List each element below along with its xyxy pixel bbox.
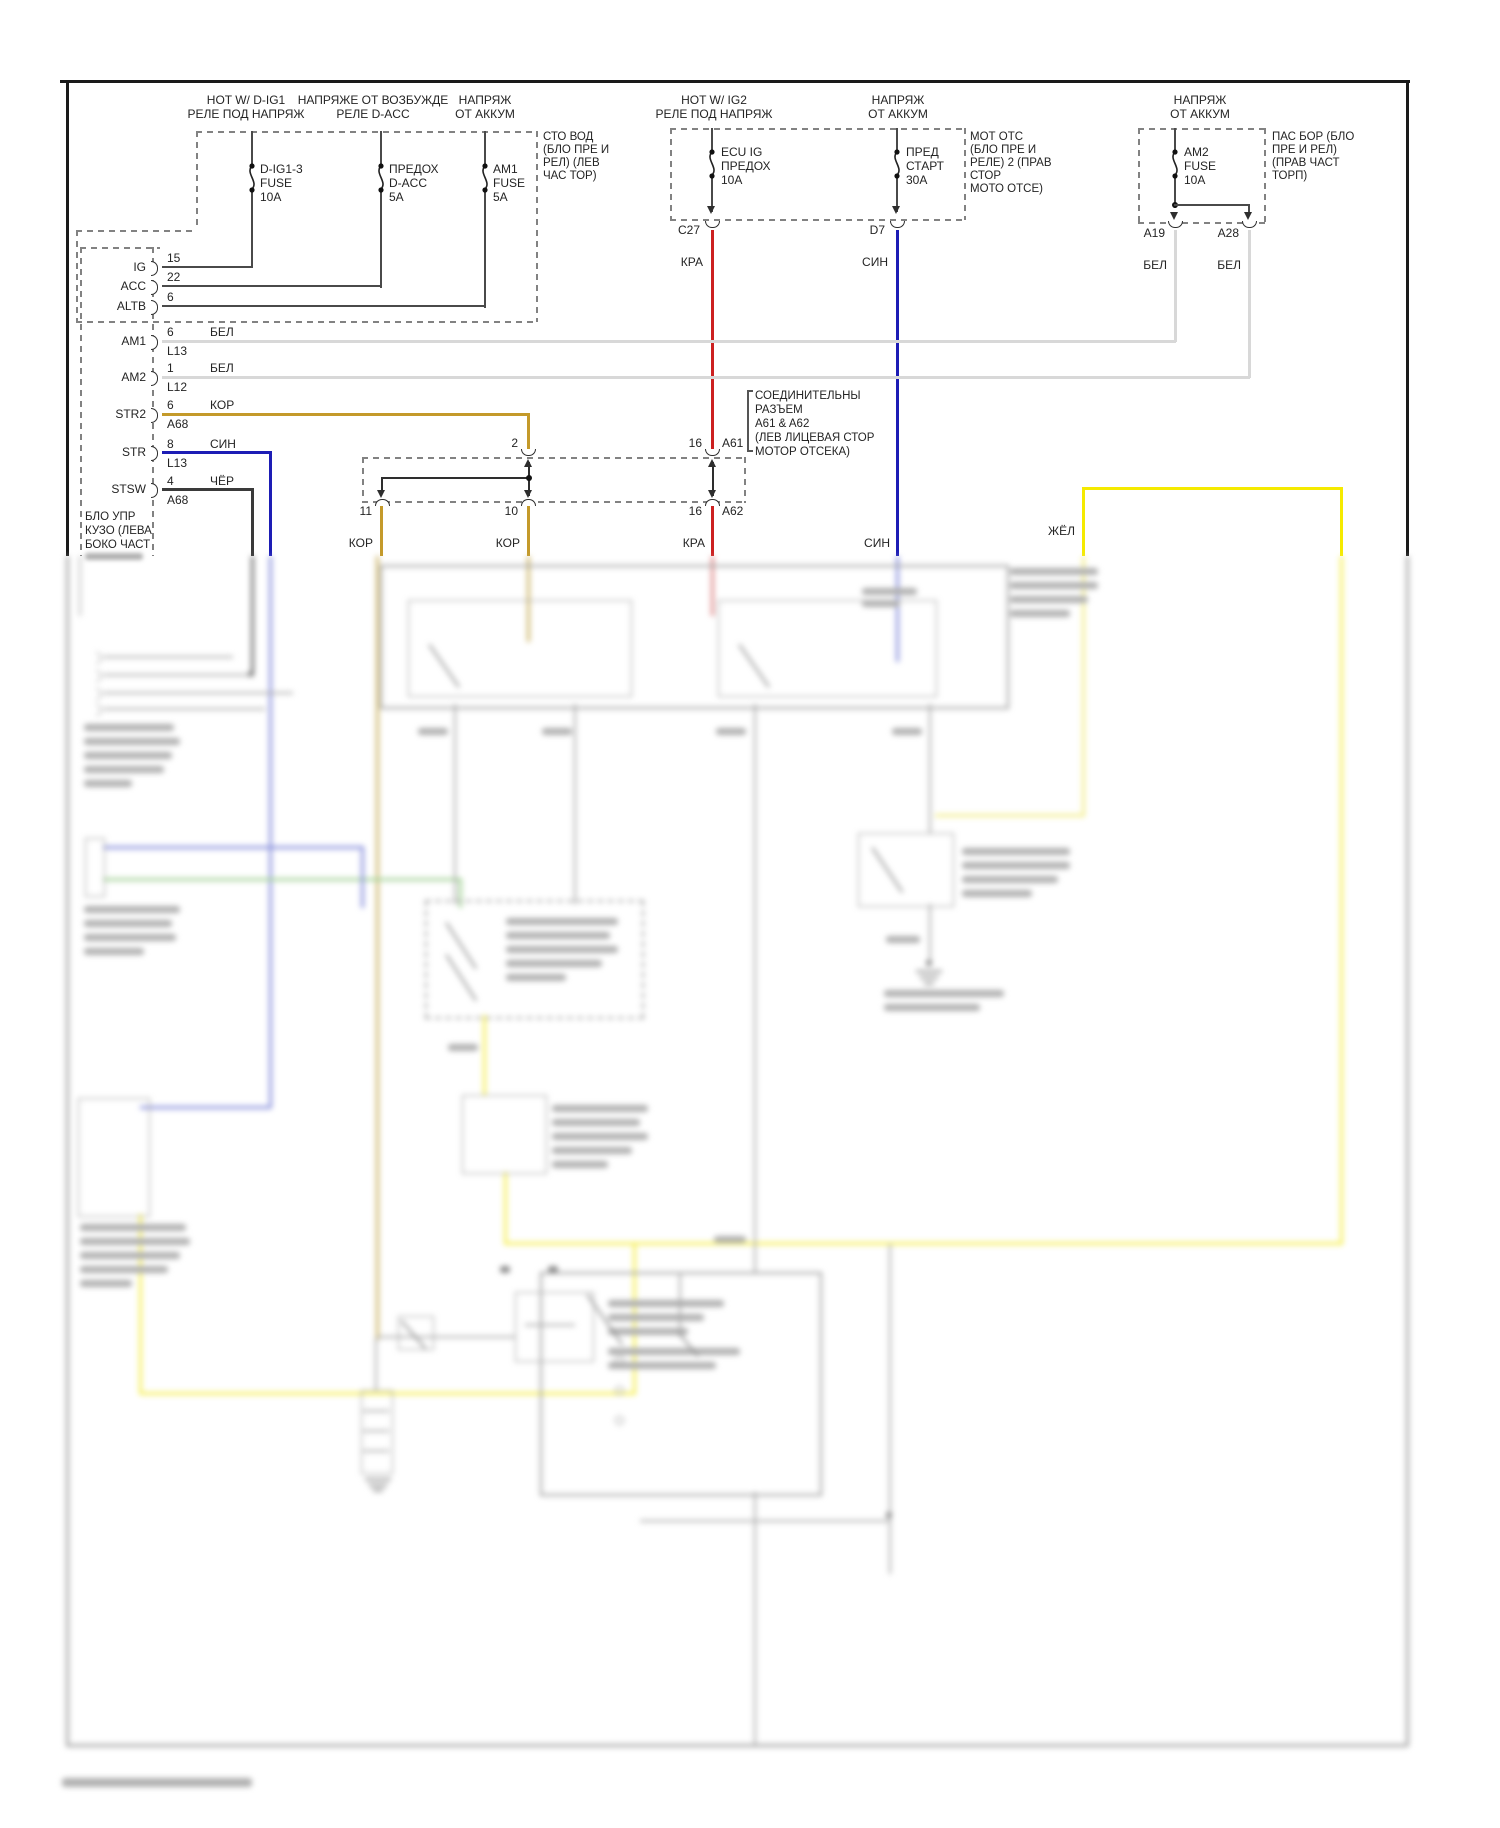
arrow-down (892, 206, 900, 214)
blurred-dot (926, 960, 932, 966)
pin-arc (151, 280, 158, 295)
frame-top (60, 80, 1410, 83)
wire-color-label: БЕЛ (210, 325, 234, 339)
wire-color-label: СИН (862, 255, 888, 269)
blurred-wire-yellow (935, 814, 1085, 817)
blurred-box (408, 600, 632, 697)
blurred-box (361, 1390, 393, 1474)
blurred-text (84, 920, 172, 927)
pin-arc (151, 446, 158, 461)
junction-pin-arc (375, 499, 390, 506)
pin-number: 1 (167, 361, 174, 375)
blurred-text (862, 600, 900, 607)
arrow-down (524, 490, 532, 498)
fusebox-right-outline (1138, 128, 1265, 130)
pin-name: STSW (111, 482, 146, 496)
blurred-wire (103, 692, 293, 694)
wire-color-label: ЖЁЛ (1048, 524, 1075, 538)
wire-color-label: КРА (682, 536, 705, 550)
right-location-label: ТОРП) (1272, 170, 1308, 182)
fusebox-left-outline (536, 131, 538, 322)
blurred-wire (103, 708, 265, 710)
mid-fuse1-header: HOT W/ IG2 (681, 93, 747, 107)
junction-label: МОТОР ОТСЕКА) (755, 446, 850, 458)
ecu-location-label: КУЗО (ЛЕВА (85, 525, 152, 537)
blurred-text (1010, 610, 1070, 617)
blurred-text (80, 1266, 168, 1273)
wire-am1-bel (162, 340, 1176, 343)
junction-pin-id: A62 (722, 504, 744, 518)
blurred-text (962, 848, 1070, 855)
blurred-text (84, 766, 164, 773)
pin-connector: L13 (167, 344, 188, 358)
blurred-ground (369, 1484, 387, 1487)
pin-connector: A68 (167, 493, 189, 507)
fuse2-wire (380, 131, 382, 288)
junction-pin-number: 16 (688, 504, 702, 518)
fuse5-label: 30A (906, 173, 928, 187)
left-fuse1-header: РЕЛЕ ПОД НАПРЯЖ (187, 107, 305, 121)
blurred-text (506, 974, 566, 981)
pin-name: STR (122, 445, 146, 459)
fuse-symbol (889, 146, 905, 182)
mid-fuse2-header: ОТ АККУМ (868, 107, 928, 121)
wire-kor-gold (380, 506, 383, 556)
pin-connector: L13 (167, 456, 188, 470)
ecu-box-outline (80, 247, 82, 556)
left-location-label: ЧАС ТОР) (543, 170, 597, 182)
fuse-symbol (244, 160, 260, 196)
fuse2-label: ПРЕДОХ (389, 162, 439, 176)
arrow-down (707, 206, 715, 214)
fusebox-mid-outline (670, 128, 965, 130)
wire-color-label: БЕЛ (1217, 258, 1241, 272)
fuse1-label: FUSE (260, 176, 293, 190)
fuse6-label: 10A (1184, 173, 1206, 187)
junction-pin-arc (705, 499, 720, 506)
connector-pin-A19 (1168, 221, 1183, 228)
fuse3-label: FUSE (493, 176, 526, 190)
blurred-text (962, 862, 1070, 869)
blurred-wire (454, 704, 456, 904)
fuse-symbol (477, 160, 493, 196)
blurred-frame (66, 556, 69, 1746)
pin-number: 22 (167, 270, 181, 284)
junction-pin-arc (521, 499, 536, 506)
blurred-pin-arc (96, 652, 101, 664)
blurred-circle (615, 1416, 624, 1425)
blurred-box (858, 833, 954, 907)
mid-fuse1-header: РЕЛЕ ПОД НАПРЯЖ (655, 107, 773, 121)
blurred-wire (889, 1244, 891, 1574)
frame-right (1406, 80, 1409, 556)
pin-label-A19: A19 (1143, 226, 1165, 240)
blurred-text (1010, 596, 1088, 603)
blurred-text (506, 932, 610, 939)
blurred-box (85, 838, 105, 897)
blurred-pin-arc (96, 670, 101, 682)
fusebox-right-outline (1264, 128, 1266, 223)
blurred-text (80, 1224, 186, 1231)
blurred-frame (66, 1744, 1408, 1747)
right-location-label: ПАС БОР (БЛО (1272, 131, 1355, 143)
blurred-connector (500, 1266, 510, 1273)
fuse6-label: FUSE (1184, 159, 1217, 173)
blurred-text (62, 1778, 252, 1787)
blurred-ground (373, 1489, 383, 1492)
junction-label: СОЕДИНИТЕЛЬНЫ (755, 390, 861, 402)
blurred-wire-blue (361, 846, 364, 908)
blurred-wire (103, 674, 253, 676)
wire-color-label: БЕЛ (1143, 258, 1167, 272)
junction-box-outline (362, 457, 745, 459)
wire-bel-white (1248, 230, 1251, 378)
pin-name: ALTB (116, 299, 146, 313)
ecu-box-outline (80, 247, 160, 249)
blurred-wire (679, 1272, 681, 1332)
blurred-wire-yellow (1082, 556, 1085, 816)
blurred-wire (79, 556, 81, 616)
blurred-circle (615, 1356, 624, 1365)
mid-fuse2-header: НАПРЯЖ (871, 93, 925, 107)
right-fuse-header: НАПРЯЖ (1173, 93, 1227, 107)
junction-pin-number: 16 (688, 436, 702, 450)
fuse2-label: 5A (389, 190, 404, 204)
mid-location-label: МОТ ОТС (970, 131, 1024, 143)
blurred-wire (363, 1410, 389, 1412)
mid-location-label: СТОР (970, 170, 1002, 182)
blurred-box (462, 1095, 547, 1174)
bl blurred-pin-arc (96, 704, 101, 716)
blurred-wire (363, 1450, 389, 1452)
blurred-text (84, 724, 174, 731)
fusebox-left-outline (196, 131, 198, 230)
connector-pin-D7 (890, 221, 905, 228)
junction-box-outline (744, 457, 746, 503)
blurred-pin-arc (96, 688, 101, 700)
left-location-label: СТО ВОД (543, 131, 594, 143)
pin-number: 8 (167, 437, 174, 451)
fusebox-left-outline (76, 230, 78, 322)
blurred-text (862, 588, 917, 595)
wire-acc (162, 285, 381, 287)
wire-color-label: КОР (348, 536, 373, 550)
wire-color-label: СИН (210, 437, 236, 451)
pin-label-C27: C27 (677, 223, 700, 237)
blurred-text (448, 1044, 478, 1051)
junction-pin-number: 10 (504, 504, 518, 518)
left-fuse2-header: РЕЛЕ D-ACC (336, 107, 410, 121)
junction-label: РАЗЪЕМ (755, 404, 803, 416)
wire-stsw-cher (251, 488, 254, 556)
blurred-text (80, 1238, 190, 1245)
right-fuse-header: ОТ АККУМ (1170, 107, 1230, 121)
blurred-wire-blue (140, 1106, 271, 1109)
blurred-text (884, 990, 1004, 997)
blurred-wire-black (251, 556, 254, 676)
junction-branch (381, 477, 383, 491)
mid-location-label: РЕЛЕ) 2 (ПРАВ (970, 157, 1052, 169)
pin-arc (151, 408, 158, 423)
wire-zhel-yellow (1082, 487, 1343, 490)
pin-connector: A68 (167, 417, 189, 431)
junction-pin-number: 11 (359, 504, 372, 518)
pin-number: 15 (167, 251, 181, 265)
pin-number: 6 (167, 290, 174, 304)
blurred-text (506, 960, 602, 967)
fuse4-label: ПРЕДОХ (721, 159, 771, 173)
junction-dot (526, 475, 532, 481)
blurred-text (80, 1252, 180, 1259)
blurred-text (552, 1147, 632, 1154)
pin-number: 6 (167, 398, 174, 412)
blurred-wire (754, 1492, 756, 1746)
junction-pin-number: 2 (511, 436, 518, 450)
fuse2-label: D-ACC (389, 176, 427, 190)
junction-pin-id: A61 (722, 436, 744, 450)
wire-color-label: КОР (210, 398, 235, 412)
blurred-text (552, 1105, 648, 1112)
fuse4-label: ECU IG (721, 145, 763, 159)
blurred-wire-yellow (1340, 556, 1343, 1244)
blurred-box (78, 1098, 150, 1217)
blurred-text (84, 948, 144, 955)
blurred-ground (924, 982, 934, 985)
fusebox-mid-outline (670, 128, 672, 220)
blurred-text (84, 934, 176, 941)
blurred-text (552, 1119, 640, 1126)
blurred-wire-blue (269, 556, 272, 1108)
blurred-ground (916, 970, 942, 973)
blurred-wire-blue (103, 846, 363, 849)
pin-arc (151, 483, 158, 498)
blurred-text (84, 780, 132, 787)
junction-box-outline (362, 457, 364, 503)
right-location-label: ПРЕ И РЕЛ) (1272, 144, 1337, 156)
fuse-symbol (704, 146, 720, 182)
blurred-wire-yellow (504, 1172, 507, 1244)
junction-label: A61 & A62 (755, 418, 810, 430)
blurred-text (84, 752, 172, 759)
left-location-label: РЕЛ) (ЛЕВ (543, 157, 600, 169)
junction-pin-arc (521, 449, 536, 456)
arrow-down (1170, 212, 1178, 220)
fuse5-label: СТАРТ (906, 159, 944, 173)
blurred-wire (363, 1430, 389, 1432)
blurred-text (84, 738, 180, 745)
wire-str2-kor (527, 413, 530, 453)
blurred-text (506, 918, 618, 925)
fusebox-right-outline (1138, 128, 1140, 223)
mid-location-label: (БЛО ПРЕ И (970, 144, 1037, 156)
pin-connector: L12 (167, 380, 188, 394)
fuse3-label: AM1 (493, 162, 518, 176)
label-bracket (747, 390, 753, 392)
wire-zhel-yellow (1082, 487, 1085, 556)
fuse1-label: D-IG1-3 (260, 162, 303, 176)
fuse1-label: 10A (260, 190, 282, 204)
connector-pin-A28 (1242, 221, 1257, 228)
arrow-down (708, 490, 716, 498)
blurred-wire (754, 704, 756, 1272)
label-bracket (747, 450, 753, 452)
blurred-text (1010, 582, 1098, 589)
junction-pin-arc (705, 449, 720, 456)
arrow-down (1244, 212, 1252, 220)
blurred-dot (248, 671, 254, 677)
blurred-circle (615, 1386, 624, 1395)
wire-str-sin (269, 451, 272, 556)
blurred-wire (574, 704, 576, 904)
left-fuse3-header: НАПРЯЖ (458, 93, 512, 107)
left-fuse3-header: ОТ АККУМ (455, 107, 515, 121)
pin-number: 4 (167, 474, 174, 488)
wire-am2-bel (162, 376, 1250, 379)
wire-bel-white (1174, 230, 1177, 342)
blurred-wire-green (103, 878, 461, 881)
fuse1-wire (251, 131, 253, 268)
connector-pin-C27 (705, 221, 720, 228)
blurred-wire (640, 1520, 890, 1522)
pin-name: ACC (120, 279, 146, 293)
fuse6-branch (1174, 204, 1250, 206)
blurred-wire-yellow (504, 1242, 1343, 1245)
pin-arc (151, 300, 158, 315)
fuse4-label: 10A (721, 173, 743, 187)
wire-kra-red (711, 506, 714, 556)
wire-stsw-cher (162, 488, 253, 491)
pin-label-D7: D7 (869, 223, 885, 237)
blurred-text (886, 936, 920, 943)
blurred-wire (929, 704, 931, 834)
wire-altb (162, 305, 485, 307)
pin-label-A28: A28 (1217, 226, 1239, 240)
blurred-wire (929, 904, 931, 962)
blurred-wire (375, 1338, 377, 1390)
blurred-text (892, 728, 922, 735)
blurred-text (542, 728, 572, 735)
fusebox-left-outline (76, 230, 196, 232)
fuse-symbol (373, 160, 389, 196)
blurred-text (552, 1161, 608, 1168)
blurred-text (80, 1280, 132, 1287)
blurred-text (84, 906, 180, 913)
label-bracket (747, 390, 749, 452)
wire-color-label: СИН (864, 536, 890, 550)
wire-ig (162, 266, 252, 268)
wire-color-label: КОР (495, 536, 520, 550)
wire-color-label: КРА (680, 255, 703, 269)
pin-arc (151, 335, 158, 350)
arrow-up (708, 459, 716, 467)
blurred-box (718, 600, 937, 697)
wire-sin-blue (896, 230, 899, 556)
blurred-text (506, 946, 618, 953)
blurred-dot (886, 1512, 892, 1518)
fuse6-label: AM2 (1184, 145, 1209, 159)
blurred-text (716, 728, 746, 735)
wire-color-label: БЕЛ (210, 361, 234, 375)
fuse5-label: ПРЕД (906, 145, 939, 159)
arrow-down (377, 490, 385, 498)
fuse-symbol (1167, 146, 1183, 182)
pin-arc (151, 371, 158, 386)
blurred-text (884, 1004, 980, 1011)
blurred-text (962, 876, 1058, 883)
ecu-location-label: БОКО ЧАСТ (85, 539, 151, 551)
blurred-ground (365, 1478, 391, 1481)
wire-color-label: ЧЁР (210, 474, 235, 488)
blurred-wire-yellow (483, 1015, 486, 1095)
blurred-text (962, 890, 1032, 897)
pin-name: AM2 (121, 370, 146, 384)
pin-name: IG (133, 260, 146, 274)
fuse3-wire (484, 131, 486, 308)
fusebox-left-outline (76, 321, 537, 323)
blurred-diagram-region (0, 556, 1500, 1828)
blurred-text (552, 1133, 648, 1140)
ecu-location-label: БЛО УПР (85, 511, 136, 523)
left-location-label: (БЛО ПРЕ И (543, 144, 610, 156)
blurred-frame (1406, 556, 1409, 1746)
blurred-text (1010, 568, 1098, 575)
right-location-label: (ПРАВ ЧАСТ (1272, 157, 1340, 169)
blurred-text (418, 728, 448, 735)
left-fuse1-header: HOT W/ D-IG1 (206, 93, 286, 107)
wire-kor-gold (527, 506, 530, 556)
pin-name: STR2 (115, 407, 146, 421)
mid-location-label: МОТО ОТСЕ) (970, 183, 1043, 195)
blurred-text (714, 1236, 746, 1243)
wire-str2-kor (162, 413, 529, 416)
left-fuse2-header: НАПРЯЖЕ ОТ ВОЗБУЖДЕ (297, 93, 449, 107)
blurred-ground (920, 976, 938, 979)
pin-number: 6 (167, 325, 174, 339)
pin-name: AM1 (121, 334, 146, 348)
junction-label: (ЛЕВ ЛИЦЕВАЯ СТОР (755, 432, 875, 444)
arrow-up (524, 459, 532, 467)
junction-box-outline (362, 501, 745, 503)
fusebox-mid-outline (964, 128, 966, 220)
pin-arc (151, 261, 158, 276)
junction-branch (381, 477, 529, 479)
frame-left (66, 80, 69, 556)
blurred-wire (103, 656, 233, 658)
fuse3-label: 5A (493, 190, 508, 204)
wire-zhel-yellow (1340, 487, 1343, 556)
blurred-wire-gold (376, 556, 379, 1340)
